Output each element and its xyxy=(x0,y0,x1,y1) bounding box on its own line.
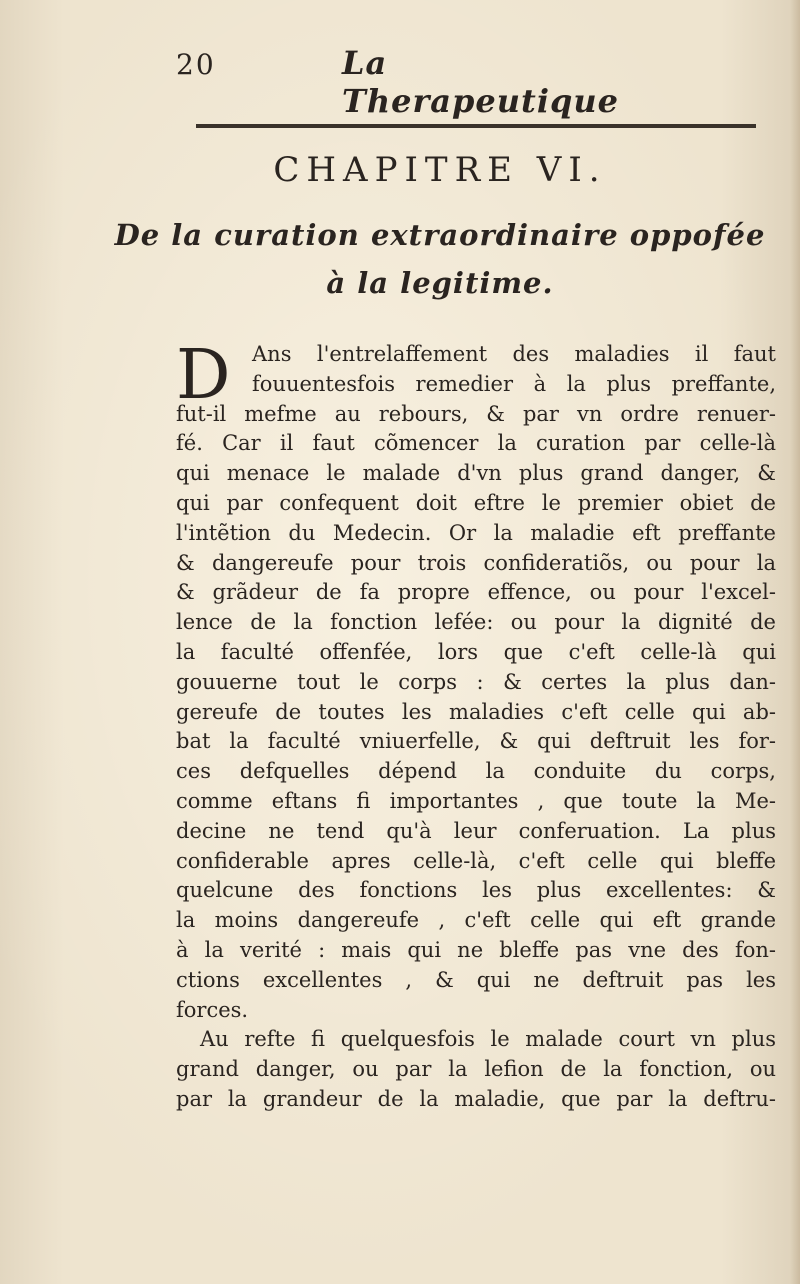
text-line: par la grandeur de la maladie, que par la deftru- xyxy=(176,1086,776,1111)
text-line: decine ne tend qu'à leur conferuation. La plus xyxy=(176,818,776,843)
text-line: Ans l'entrelaffement des maladies il faut xyxy=(252,342,776,366)
text-line: gouuerne tout le corps : & certes la plus dan- xyxy=(176,669,776,694)
page-header xyxy=(176,44,656,120)
header-rule xyxy=(196,124,756,128)
text-line: quelcune des fonctions les plus excellentes: & xyxy=(176,878,776,903)
chapter-subtitle-line-1: De la curation extraordinaire oppofée xyxy=(114,218,766,252)
text-line: & grãdeur de fa propre effence, ou pour l'excel- xyxy=(176,580,776,605)
text-line: ces defquelles dépend la conduite du corps, xyxy=(176,759,776,784)
text-line: fé. Car il faut cõmencer la curation par celle-là xyxy=(176,431,776,456)
text-line: la faculté offenfée, lors que c'eft celle-là qui xyxy=(176,639,776,664)
text-line: à la verité : mais qui ne bleffe pas vne des fon- xyxy=(176,937,776,962)
page-number: 20 xyxy=(176,48,216,81)
text-line: Au refte fi quelquesfois le malade court vn plus xyxy=(200,1027,776,1052)
text-line: la moins dangereufe , c'eft celle qui eft grande xyxy=(176,908,776,933)
chapter-subtitle-line-2: à la legitime. xyxy=(326,266,554,300)
chapter-title: CHAPITRE VI. xyxy=(273,150,607,190)
text-line: comme eftans fi importantes , que toute la Me- xyxy=(176,788,776,813)
text-line: ctions excellentes , & qui ne deftruit pas les xyxy=(176,967,776,992)
text-line: grand danger, ou par la lefion de la fonction, ou xyxy=(176,1057,776,1082)
text-line: lence de la fonction lefée: ou pour la dignité de xyxy=(176,610,776,635)
text-line: fut-il mefme au rebours, & par vn ordre renuer- xyxy=(176,401,776,426)
body-text xyxy=(176,336,776,1115)
text-line: gereufe de toutes les maladies c'eft celle qui ab- xyxy=(176,699,776,724)
text-line: forces. xyxy=(176,997,249,1022)
running-head: La Therapeutique xyxy=(342,44,619,120)
text-line: & dangereufe pour trois confideratiõs, ou pour la xyxy=(176,550,776,575)
drop-cap: D xyxy=(176,336,231,415)
text-line: l'intẽtion du Medecin. Or la maladie eft preffante xyxy=(176,520,776,545)
text-line: bat la faculté vniuerfelle, & qui deftruit les for- xyxy=(176,729,776,754)
text-line: confiderable apres celle-là, c'eft celle qui bleffe xyxy=(176,848,776,873)
text-line: qui par confequent doit eftre le premier obiet de xyxy=(176,490,776,515)
text-line: qui menace le malade d'vn plus grand danger, & xyxy=(176,461,776,486)
page-gutter-shadow xyxy=(790,0,800,1284)
text-line: fouuentesfois remedier à la plus preffante, xyxy=(252,371,776,396)
